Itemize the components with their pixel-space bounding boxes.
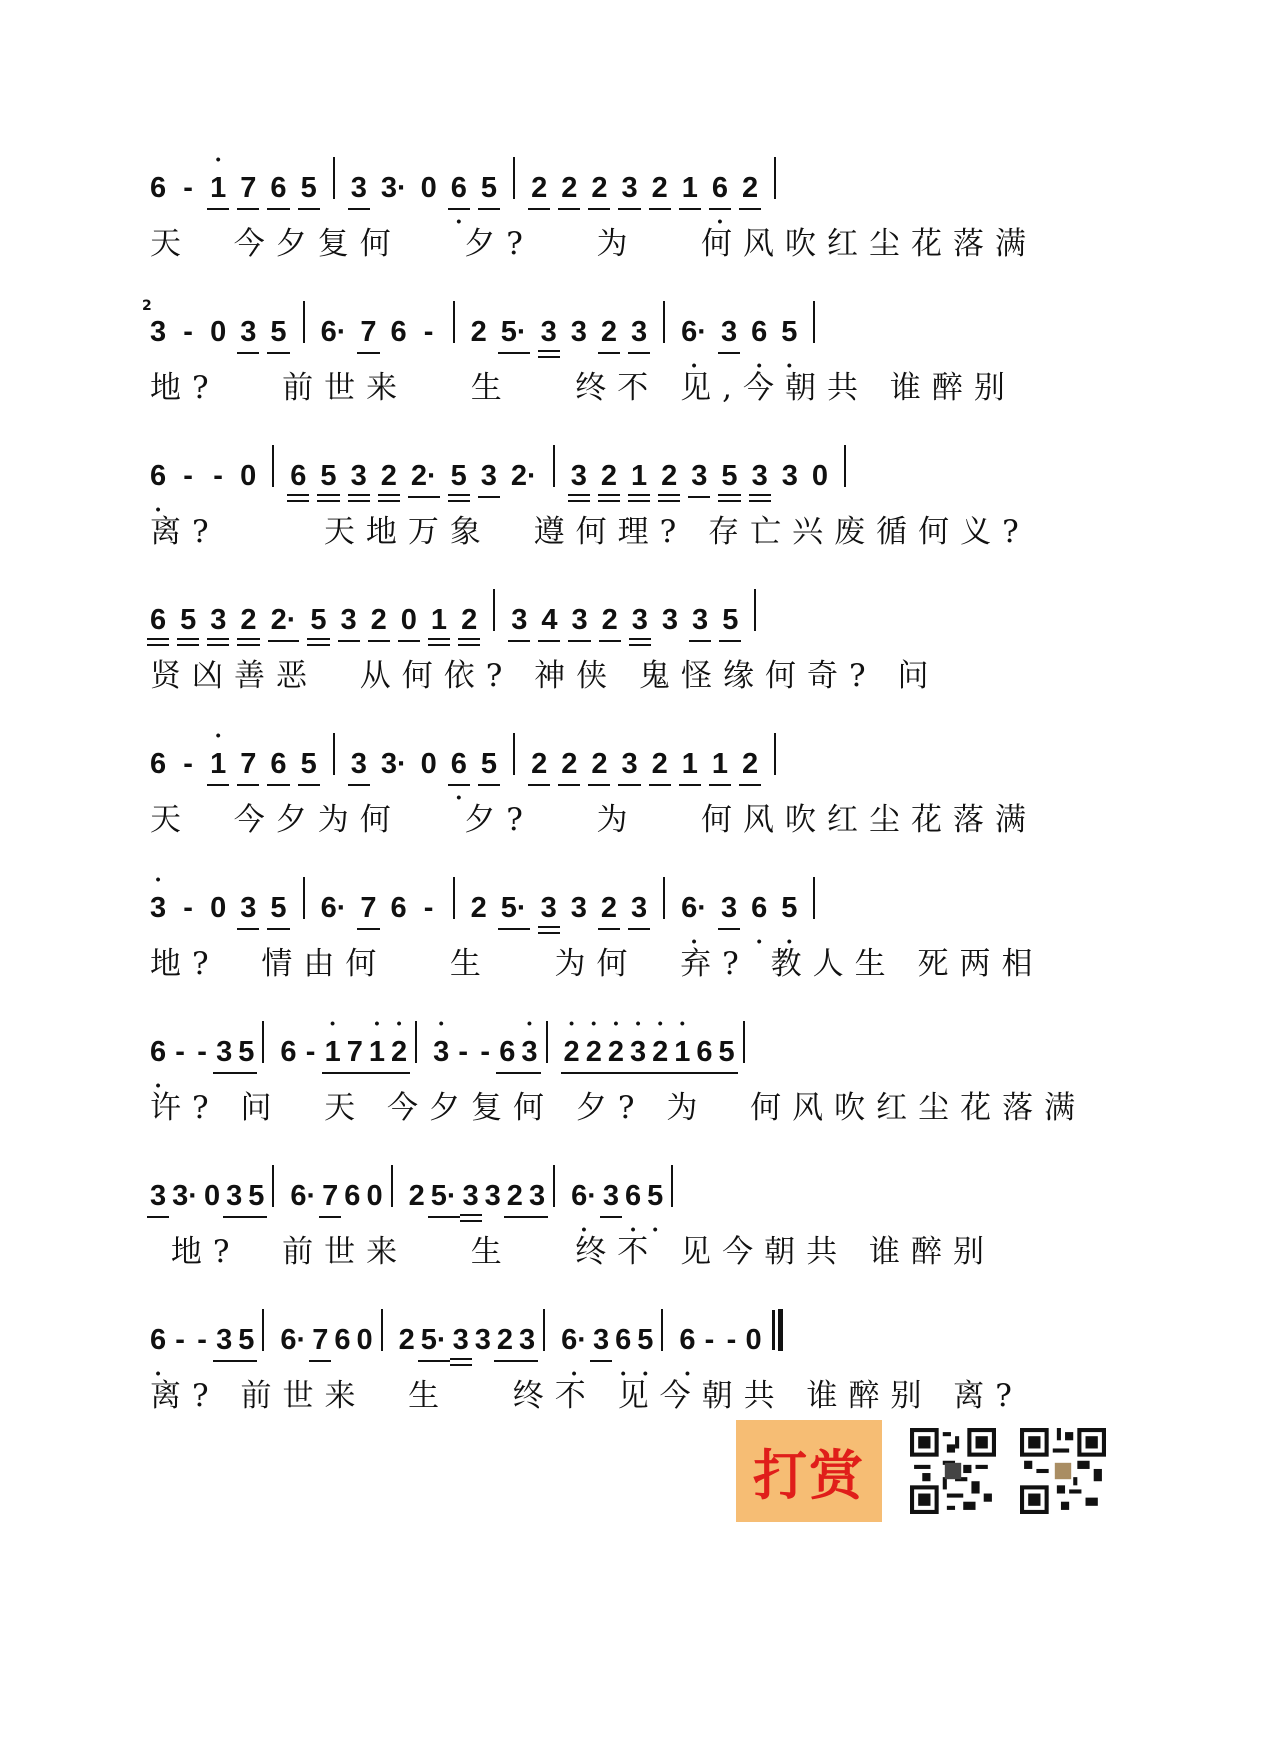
notes-row: • 6 - - 3 5 6· 7 6 0 2 5· 3 3 2 3 • 6· 3 • 6 • 5 • 6 - - 0 (150, 1302, 1140, 1358)
qr-code-icon (1020, 1428, 1106, 1514)
score-system-4 (150, 582, 1140, 726)
reward-badge (736, 1420, 882, 1522)
notes-row: 3 - 0 3 5 6· 7 6 - 2 5· 3 3 2 3 • 6· 3 • 6 • 5 (150, 294, 1140, 350)
lyrics-line: 天 今夕复何 夕? 为 何风吹红尘花落满 (150, 226, 1038, 262)
score-system-5 (150, 726, 1140, 870)
notes-row: 6 - • 1 7 6 5 3 3· 0 • 6 5 2 2 2 3 2 1 • 6 2 (150, 150, 1140, 206)
lyrics-line: 地? 前世来 生 终不 见今朝共 谁醉别 (150, 1234, 996, 1270)
score-system-8 (150, 1158, 1140, 1302)
score-system-1 (150, 150, 1140, 294)
score-system-9 (150, 1302, 1140, 1446)
lyrics-line: 天 今夕为何 夕? 为 何风吹红尘花落满 (150, 802, 1038, 838)
notes-row: 6 5 3 2 2· 5 3 2 0 1 2 3 4 3 2 3 3 3 5 (150, 582, 1140, 638)
reward-label: 打赏 (753, 1443, 865, 1507)
qr-code-icon (910, 1428, 996, 1514)
time-signature: 2 (142, 298, 152, 314)
notes-row: 6 - • 1 7 6 5 3 3· 0 • 6 5 2 2 2 3 2 1 1 2 (150, 726, 1140, 782)
qr-code-2 (1020, 1428, 1106, 1514)
score-sheet (142, 150, 1140, 1446)
notes-row: • 6 - - 0 6 5 3 2 2· 5 3 2· 3 2 1 2 3 5 3 3 0 (150, 438, 1140, 494)
lyrics-line: 地? 情由何 生 为何 弃? 教人生 死两相 (150, 946, 1044, 982)
score-system-6 (150, 870, 1140, 1014)
notes-row: • 6 - - 3 5 6 - • 1 7 • 1 • 2 • 3 - - 6 • 3 • 2 • 2 • 2 • 3 • 2 • 1 6 5 (150, 1014, 1140, 1070)
score-system-2 (142, 294, 1140, 438)
notes-row: 3 3· 0 3 5 6· 7 6 0 2 5· 3 3 2 3 • 6· 3 • 6 • 5 (150, 1158, 1140, 1214)
lyrics-line: 贤凶善恶 从何依? 神侠 鬼怪缘何奇? 问 (150, 658, 940, 694)
qr-code-1 (910, 1428, 996, 1514)
lyrics-line: 地? 前世来 生 终不 见,今朝共 谁醉别 (150, 370, 1016, 406)
lyrics-line: 离? 天地万象 遵何理? 存亡兴废循何义? (150, 514, 1030, 550)
score-system-3 (150, 438, 1140, 582)
notes-row: • 3 - 0 3 5 6· 7 6 - 2 5· 3 3 2 3 • 6· 3 • 6 • 5 (150, 870, 1140, 926)
lyrics-line: 离? 前世来 生 终不 见今朝共 谁醉别 离? (150, 1378, 1023, 1414)
lyrics-line: 许? 问 天 今夕复何 夕? 为 何风吹红尘花落满 (150, 1090, 1087, 1126)
score-system-7 (150, 1014, 1140, 1158)
